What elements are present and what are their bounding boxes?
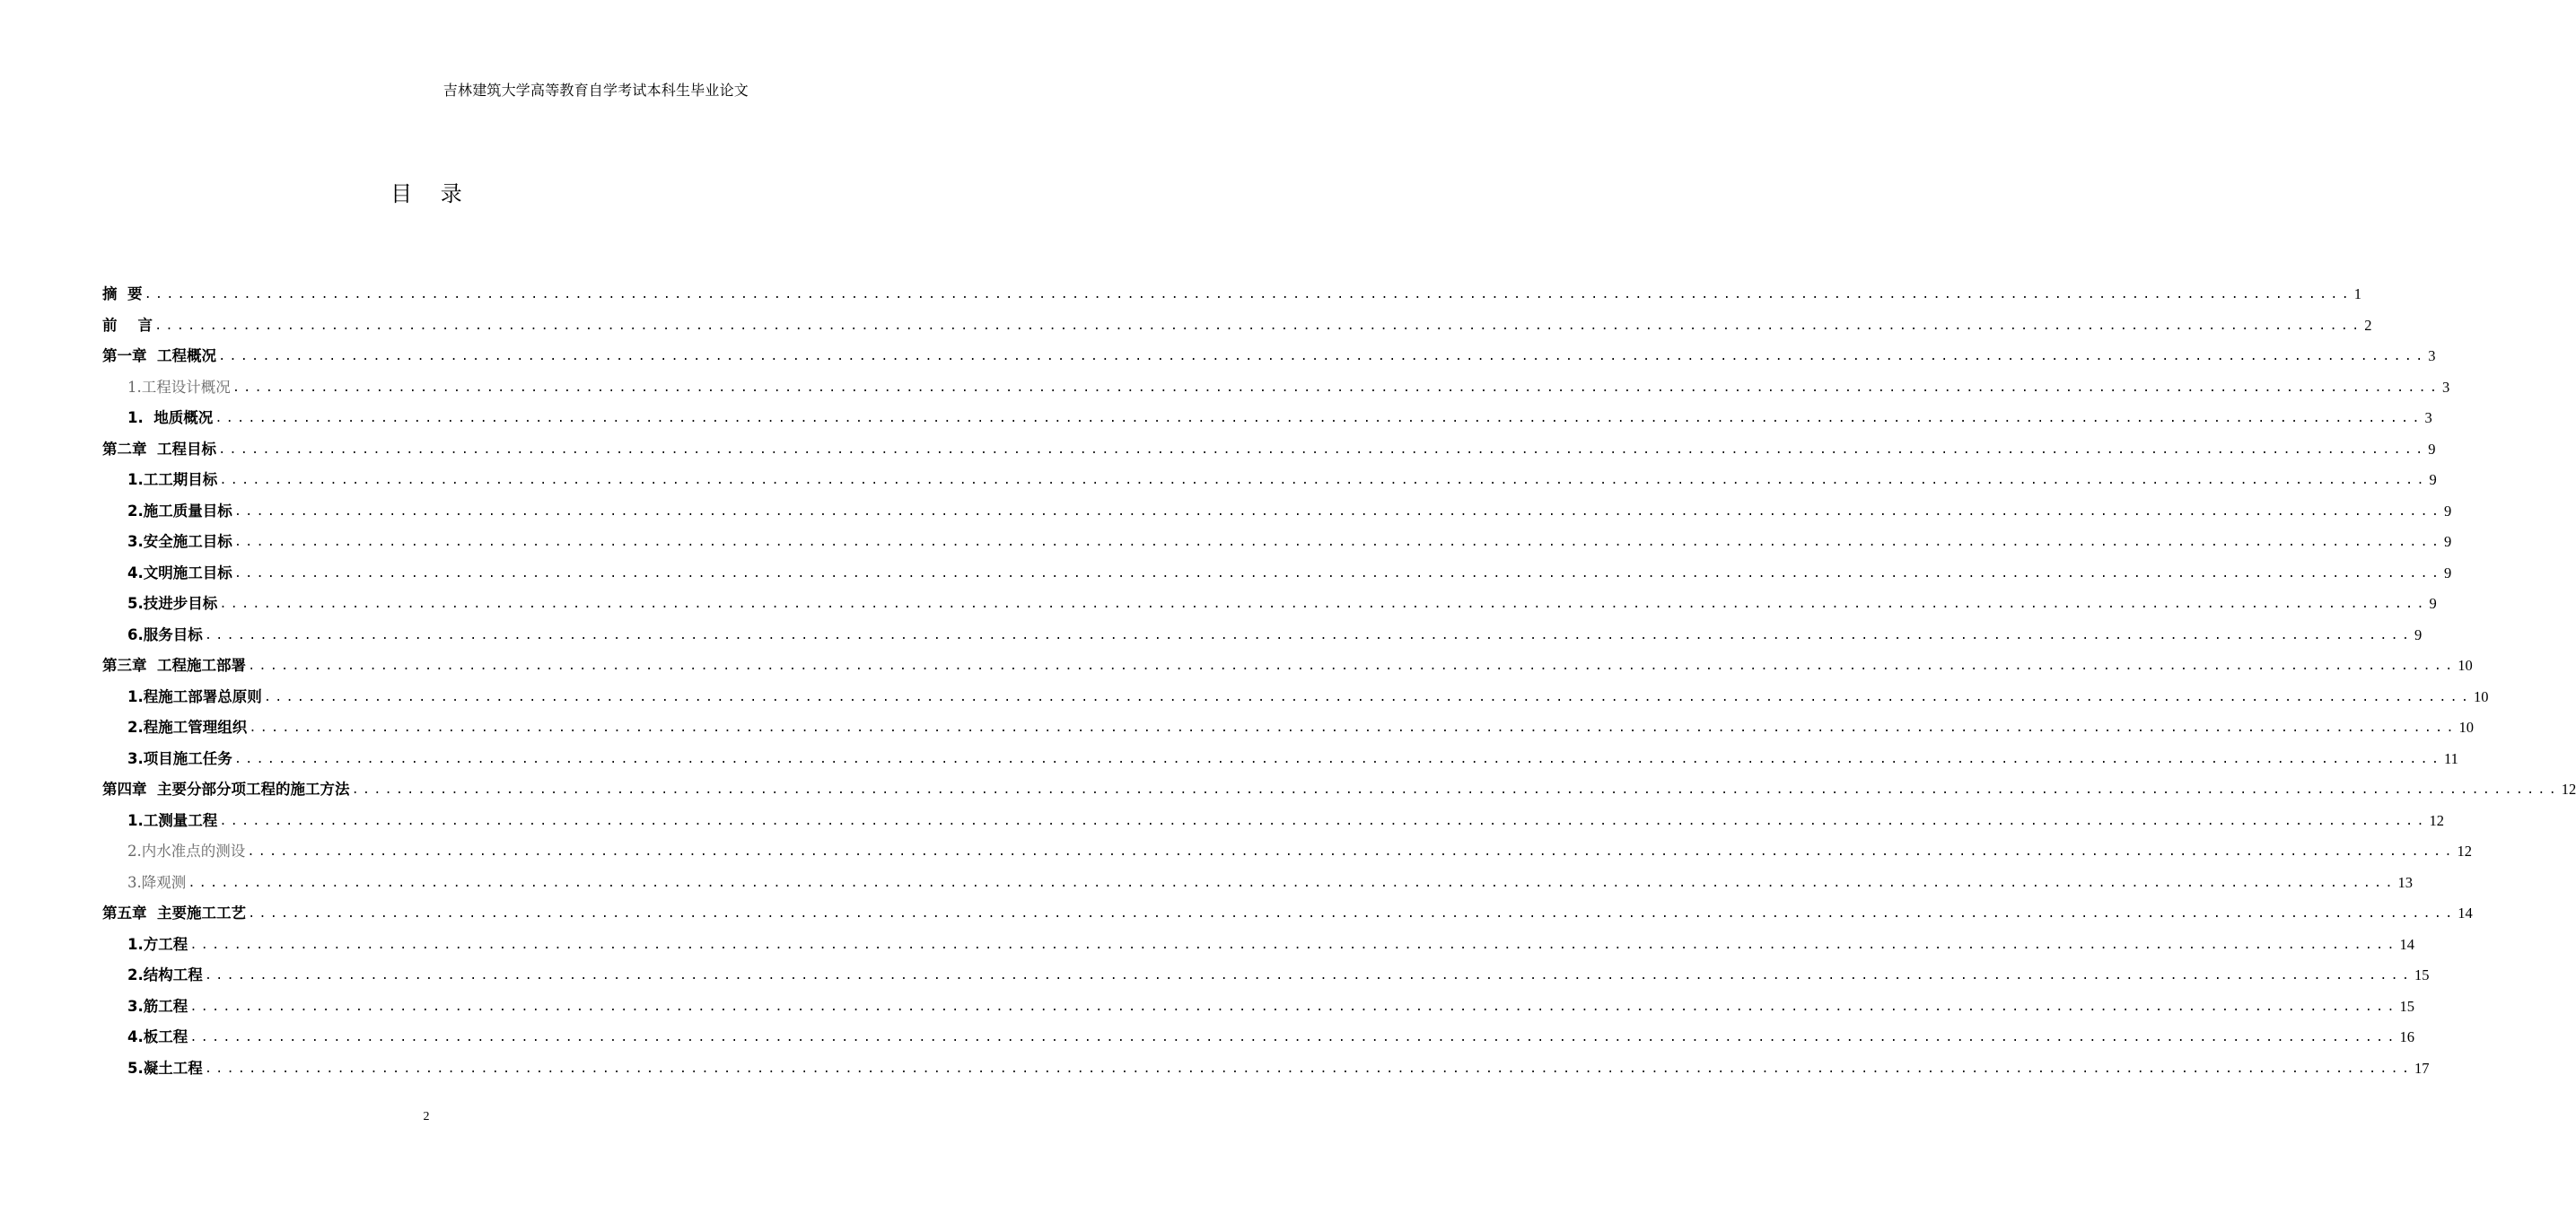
toc-entry[interactable] — [102, 527, 2452, 558]
toc-entry-label: 1.程施工部署总原则 — [127, 687, 262, 705]
toc-entry-label: 前 言 — [102, 316, 153, 334]
toc-entry-page: 14 — [2458, 904, 2473, 922]
toc-entry-page: 12 — [2457, 843, 2473, 861]
toc-entry-page: 10 — [2474, 687, 2489, 705]
toc-entry-label: 2.施工质量目标 — [127, 502, 232, 520]
toc-entry[interactable] — [102, 1022, 2415, 1053]
toc-entry-page: 10 — [2458, 719, 2475, 737]
page-header: 吉林建筑大学高等教育自学考试本科生毕业论文 — [442, 82, 749, 99]
toc-entry[interactable] — [102, 465, 2437, 496]
toc-entry-page: 9 — [2444, 564, 2452, 581]
toc-dot-leader: ........................................................................................................................................................................................................ — [215, 412, 2423, 427]
toc-entry[interactable] — [102, 341, 2436, 372]
toc-entry[interactable] — [102, 868, 2414, 899]
toc-entry-label: 第一章 工程概况 — [102, 347, 216, 365]
toc-entry-page: 12 — [2429, 811, 2445, 829]
toc-entry[interactable] — [102, 806, 2445, 837]
toc-entry-label: 1.工程设计概况 — [127, 378, 231, 396]
toc-entry-page: 11 — [2444, 749, 2458, 767]
toc-entry-page: 14 — [2399, 935, 2415, 953]
toc-entry-label: 第二章 工程目标 — [102, 440, 216, 458]
toc-entry-label: 2.结构工程 — [127, 966, 203, 984]
toc-entry-page: 9 — [2429, 595, 2437, 613]
toc-entry-label: 1.方工程 — [127, 935, 188, 953]
toc-dot-leader: ........................................................................................................................................................................................................ — [189, 1000, 2398, 1015]
toc-entry-label: 2.内水准点的测设 — [127, 843, 246, 861]
toc-dot-leader: ........................................................................................................................................................................................................ — [219, 814, 2428, 829]
toc-entry[interactable] — [102, 992, 2415, 1023]
toc-entry-label: 4.文明施工目标 — [127, 564, 232, 581]
toc-entry[interactable] — [102, 712, 2475, 744]
toc-entry[interactable] — [102, 403, 2432, 434]
toc-entry-label: 3.项目施工任务 — [127, 749, 232, 767]
toc-entry[interactable] — [102, 1053, 2430, 1085]
toc-entry[interactable] — [102, 930, 2415, 961]
toc-entry[interactable] — [102, 836, 2473, 868]
toc-dot-leader: ........................................................................................................................................................................................................ — [189, 938, 2398, 953]
toc-entry-page: 9 — [2428, 440, 2436, 458]
toc-entry-page: 15 — [2414, 966, 2430, 984]
toc-dot-leader: ........................................................................................................................................................................................................ — [204, 628, 2414, 643]
toc-dot-leader: ........................................................................................................................................................................................................ — [153, 319, 2363, 334]
toc-dot-leader: ........................................................................................................................................................................................................ — [233, 566, 2443, 581]
toc-entry-label: 第四章 主要分部分项工程的施工方法 — [102, 781, 350, 799]
toc-entry-page: 9 — [2444, 502, 2452, 520]
toc-entry[interactable] — [102, 279, 2362, 310]
toc-entry[interactable] — [102, 310, 2372, 342]
toc-dot-leader: ........................................................................................................................................................................................................ — [351, 783, 2560, 799]
toc-entry-label: 摘 要 — [102, 285, 143, 303]
toc-dot-leader: ........................................................................................................................................................................................................ — [263, 690, 2473, 705]
toc-entry-label: 第五章 主要施工工艺 — [102, 904, 246, 922]
toc-dot-leader: ........................................................................................................................................................................................................ — [232, 380, 2441, 396]
toc-entry-label: 3.筋工程 — [127, 997, 188, 1015]
toc-entry[interactable] — [102, 960, 2430, 992]
toc-entry-label: 1.工测量工程 — [127, 811, 218, 829]
toc-entry-label: 5.技进步目标 — [127, 595, 218, 613]
toc-entry-page: 16 — [2399, 1028, 2415, 1046]
toc-dot-leader: ........................................................................................................................................................................................................ — [218, 350, 2427, 365]
toc-entry-label: 4.板工程 — [127, 1028, 188, 1046]
toc-entry[interactable] — [102, 434, 2436, 466]
page-title: 目 录 — [390, 181, 473, 206]
toc-entry-label: 1.工工期目标 — [127, 471, 218, 489]
toc-dot-leader: ........................................................................................................................................................................................................ — [204, 969, 2414, 984]
toc-entry-label: 5.凝土工程 — [127, 1059, 203, 1077]
toc-entry-page: 12 — [2561, 781, 2576, 799]
toc-entry[interactable] — [102, 744, 2458, 775]
toc-dot-leader: ........................................................................................................................................................................................................ — [248, 907, 2457, 922]
toc-entry[interactable] — [102, 682, 2489, 713]
toc-entry-page: 13 — [2397, 873, 2414, 891]
toc-dot-leader: ........................................................................................................................................................................................................ — [218, 442, 2427, 458]
toc-entry-page: 9 — [2444, 533, 2452, 551]
toc-entry-page: 17 — [2414, 1059, 2430, 1077]
toc-dot-leader: ........................................................................................................................................................................................................ — [233, 504, 2443, 520]
toc-entry-page: 9 — [2414, 625, 2423, 643]
toc-entry-page: 3 — [2424, 409, 2432, 427]
toc-dot-leader: ........................................................................................................................................................................................................ — [233, 752, 2443, 767]
toc-dot-leader: ........................................................................................................................................................................................................ — [248, 660, 2457, 675]
toc-dot-leader: ........................................................................................................................................................................................................ — [204, 1062, 2414, 1077]
toc-entry-page: 1 — [2353, 285, 2362, 303]
toc-entry-label: 2.程施工管理组织 — [127, 719, 248, 737]
toc-dot-leader: ........................................................................................................................................................................................................ — [189, 1031, 2398, 1046]
toc-entry[interactable] — [102, 620, 2423, 651]
toc-entry-page: 2 — [2364, 316, 2372, 334]
toc-entry-label: 3.降观测 — [127, 873, 187, 891]
toc-entry[interactable] — [102, 589, 2437, 620]
toc-entry-page: 10 — [2458, 657, 2473, 675]
toc-entry-label: 第三章 工程施工部署 — [102, 657, 246, 675]
toc-entry-page: 3 — [2428, 347, 2436, 365]
toc-dot-leader: ........................................................................................................................................................................................................ — [144, 288, 2353, 303]
toc-entry-page: 3 — [2442, 378, 2450, 396]
toc-dot-leader: ........................................................................................................................................................................................................ — [188, 876, 2396, 891]
toc-dot-leader: ........................................................................................................................................................................................................ — [233, 536, 2443, 551]
toc-entry[interactable] — [102, 898, 2473, 930]
toc-entry-label: 1. 地质概况 — [127, 409, 214, 427]
toc-entry[interactable] — [102, 558, 2452, 590]
toc-entry[interactable] — [102, 372, 2450, 404]
toc-entry-page: 15 — [2399, 997, 2415, 1015]
page-number: 2 — [423, 1110, 430, 1123]
toc-entry-page: 9 — [2429, 471, 2437, 489]
toc-entry[interactable] — [102, 651, 2473, 682]
table-of-contents — [102, 279, 2576, 1084]
toc-entry-label: 6.服务目标 — [127, 625, 203, 643]
toc-dot-leader: ........................................................................................................................................................................................................ — [249, 721, 2458, 737]
toc-dot-leader: ........................................................................................................................................................................................................ — [219, 598, 2428, 613]
toc-dot-leader: ........................................................................................................................................................................................................ — [219, 474, 2428, 489]
toc-entry-label: 3.安全施工目标 — [127, 533, 232, 551]
toc-entry[interactable] — [102, 496, 2452, 528]
toc-entry[interactable] — [102, 774, 2576, 806]
toc-dot-leader: ........................................................................................................................................................................................................ — [247, 845, 2456, 861]
